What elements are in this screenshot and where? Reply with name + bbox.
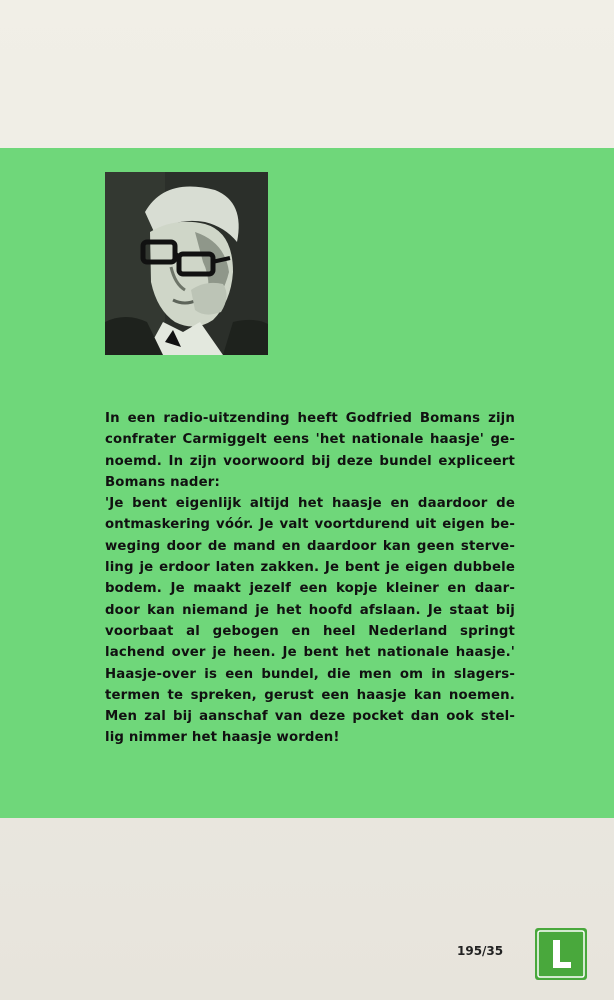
blurb-line: termen te spreken, gerust een haasje kan noemen. bbox=[105, 687, 515, 703]
blurb-line: 'Je bent eigenlijk altijd het haasje en daardoor de bbox=[105, 496, 515, 512]
blurb-line: Men zal bij aanschaf van deze pocket dan ook stel- bbox=[105, 709, 515, 725]
catalog-code: 195/35 bbox=[457, 944, 504, 958]
blurb-line: In een radio-uitzending heeft Godfried Bomans zijn bbox=[105, 411, 515, 426]
blurb-text bbox=[105, 408, 515, 749]
blurb-line: Haasje-over is een bundel, die men om in slagers- bbox=[105, 666, 515, 682]
blurb-line: door kan niemand je het hoofd afslaan. Je staat bij bbox=[105, 602, 515, 618]
blurb-line: bodem. Je maakt jezelf een kopje kleiner en daar- bbox=[105, 581, 515, 597]
blurb-line: ling je erdoor laten zakken. Je bent je eigen dubbele bbox=[105, 560, 515, 576]
blurb-line: noemd. In zijn voorwoord bij deze bundel expliceert bbox=[105, 453, 515, 469]
blurb-line: voorbaat al gebogen en heel Nederland springt bbox=[105, 623, 515, 639]
author-photo bbox=[105, 172, 268, 355]
watermark-logo-icon bbox=[533, 926, 589, 982]
blurb-line: confrater Carmiggelt eens 'het nationale haasje' ge- bbox=[105, 432, 515, 448]
blurb-line: Bomans nader: bbox=[105, 474, 220, 490]
blurb-line: weging door de mand en daardoor kan geen sterve- bbox=[105, 538, 515, 554]
blurb-line: ontmaskering vóór. Je valt voortdurend uit eigen be- bbox=[105, 517, 515, 533]
blurb-line: lachend over je heen. Je bent het nationale haasje.' bbox=[105, 645, 515, 661]
blurb-line: lig nimmer het haasje worden! bbox=[105, 730, 340, 746]
